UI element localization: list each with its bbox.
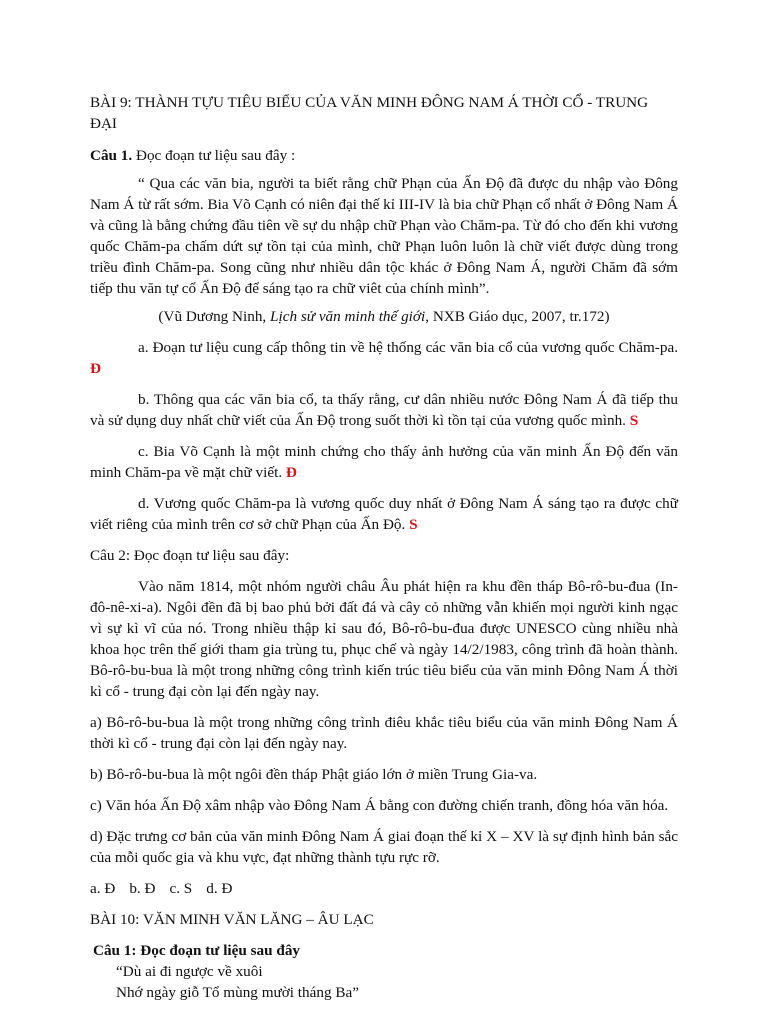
q2-statement-b: b) Bô-rô-bu-bua là một ngôi đền tháp Phật giáo lớn ở miền Trung Gia-va. [90, 766, 538, 783]
q1-passage: “ Qua các văn bia, người ta biết rằng chữ Phạn của Ấn Độ đã được du nhập vào Đông Nam Á từ rất sớm. Bia Võ Cạnh có niên đại thế kỉ III-IV là bia chữ Phạn cổ nhất ở Đông Nam Á và cũng là bằng chứng đầu tiên về sự du nhập chữ Phạn vào Chăm-pa. Từ đó cho đến khi vương quốc Chăm-pa chấm dứt sự tồn tại của mình, chữ Phạn luôn luôn là chữ viết được dùng trong triều đình Chăm-pa. Song cũng như nhiều dân tộc khác ở Đông Nam Á, người Chăm đã sớm tiếp thu văn tự cổ Ấn Độ để sáng tạo ra chữ viêt của chính mình”. [90, 175, 678, 297]
citation-author: (Vũ Dương Ninh, [158, 308, 271, 325]
q2-passage: Vào năm 1814, một nhóm người châu Âu phát hiện ra khu đền tháp Bô-rô-bu-đua (In-đô-nê-xi-a). Ngôi đền đã bị bao phủ bởi đất đá và cây cỏ những vẫn khiến mọi người kinh ngạc vì sự kì vĩ của nó. Trong nhiều thập kỉ sau đó, Bô-rô-bu-đua được UNESCO cùng nhiều nhà khoa học trên thế giới tham gia trùng tu, phục chế và ngày 14/2/1983, công trình đã hoàn thành. Bô-rô-bu-bua là một trong những công trình kiến trúc tiêu biểu của văn minh Đông Nam Á thời kì cổ - trung đại còn lại đến ngày nay. [90, 578, 678, 700]
citation-book-title: Lịch sử văn minh thế giới [270, 308, 426, 325]
answer-b: b. Đ [129, 880, 156, 897]
q2-heading: Câu 2: Đọc đoạn tư liệu sau đây: [90, 547, 290, 564]
citation-publisher: , NXB Giáo dục, 2007, tr.172) [425, 308, 610, 325]
answer-mark: Đ [285, 464, 297, 481]
poem-line-1: “Dù ai đi ngược về xuôi [116, 963, 263, 980]
lesson-9-title: BÀI 9: THÀNH TỰU TIÊU BIỂU CỦA VĂN MINH ĐÔNG NAM Á THỜI CỔ - TRUNG ĐẠI [90, 94, 649, 132]
q1-statement-d [90, 493, 678, 535]
q2-statement-a: a) Bô-rô-bu-bua là một trong những công trình điêu khắc tiêu biểu của văn minh Đông Nam Á thời kì cổ - trung đại còn lại đến ngày nay. [90, 714, 678, 752]
statement-text: b. Thông qua các văn bia cổ, ta thấy rằng, cư dân nhiều nước Đông Nam Á đã tiếp thu và sử dụng duy nhất chữ viết của Ấn Độ trong suốt thời kì tồn tại của vương quốc mình. [90, 391, 678, 429]
answer-mark: Đ [90, 360, 101, 377]
q1-statement-c [90, 441, 678, 483]
statement-text: d. Vương quốc Chăm-pa là vương quốc duy nhất ở Đông Nam Á sáng tạo ra được chữ viết riêng của mình trên cơ sở chữ Phạn của Ấn Độ. [90, 495, 678, 533]
q2-statement-c: c) Văn hóa Ấn Độ xâm nhập vào Đông Nam Á bằng con đường chiến tranh, đồng hóa văn hóa. [90, 797, 669, 814]
q2-answer-key [90, 878, 678, 899]
q1-label: Câu 1. [90, 147, 133, 164]
q1-statement-a [90, 337, 678, 379]
q1-prompt: Đọc đoạn tư liệu sau đây : [132, 147, 296, 164]
document-body [90, 92, 678, 1003]
q1-statement-b [90, 389, 678, 431]
answer-a: a. Đ [90, 880, 116, 897]
answer-d: d. Đ [206, 880, 233, 897]
q1-citation [90, 306, 678, 327]
statement-text: c. Bia Võ Cạnh là một minh chứng cho thấy ảnh hưởng của văn minh Ấn Độ đến văn minh Chăm-pa về mặt chữ viết. [90, 443, 678, 481]
poem-line-2: Nhớ ngày giỗ Tổ mùng mười tháng Ba” [116, 984, 359, 1001]
answer-mark: S [629, 412, 639, 429]
statement-text: a. Đoạn tư liệu cung cấp thông tin về hệ thống các văn bia cổ của vương quốc Chăm-pa. [138, 339, 678, 356]
q2-statement-d: d) Đặc trưng cơ bản của văn minh Đông Nam Á giai đoạn thế kỉ X – XV là sự định hình bản sắc của mỗi quốc gia và khu vực, đạt những thành tựu rực rỡ. [90, 828, 678, 866]
lesson-10-q1-heading: Câu 1: Đọc đoạn tư liệu sau đây [93, 942, 301, 959]
q1-heading [90, 145, 678, 166]
answer-mark: S [409, 516, 418, 533]
answer-c: c. S [169, 880, 193, 897]
lesson-10-title: BÀI 10: VĂN MINH VĂN LĂNG – ÂU LẠC [90, 911, 374, 928]
